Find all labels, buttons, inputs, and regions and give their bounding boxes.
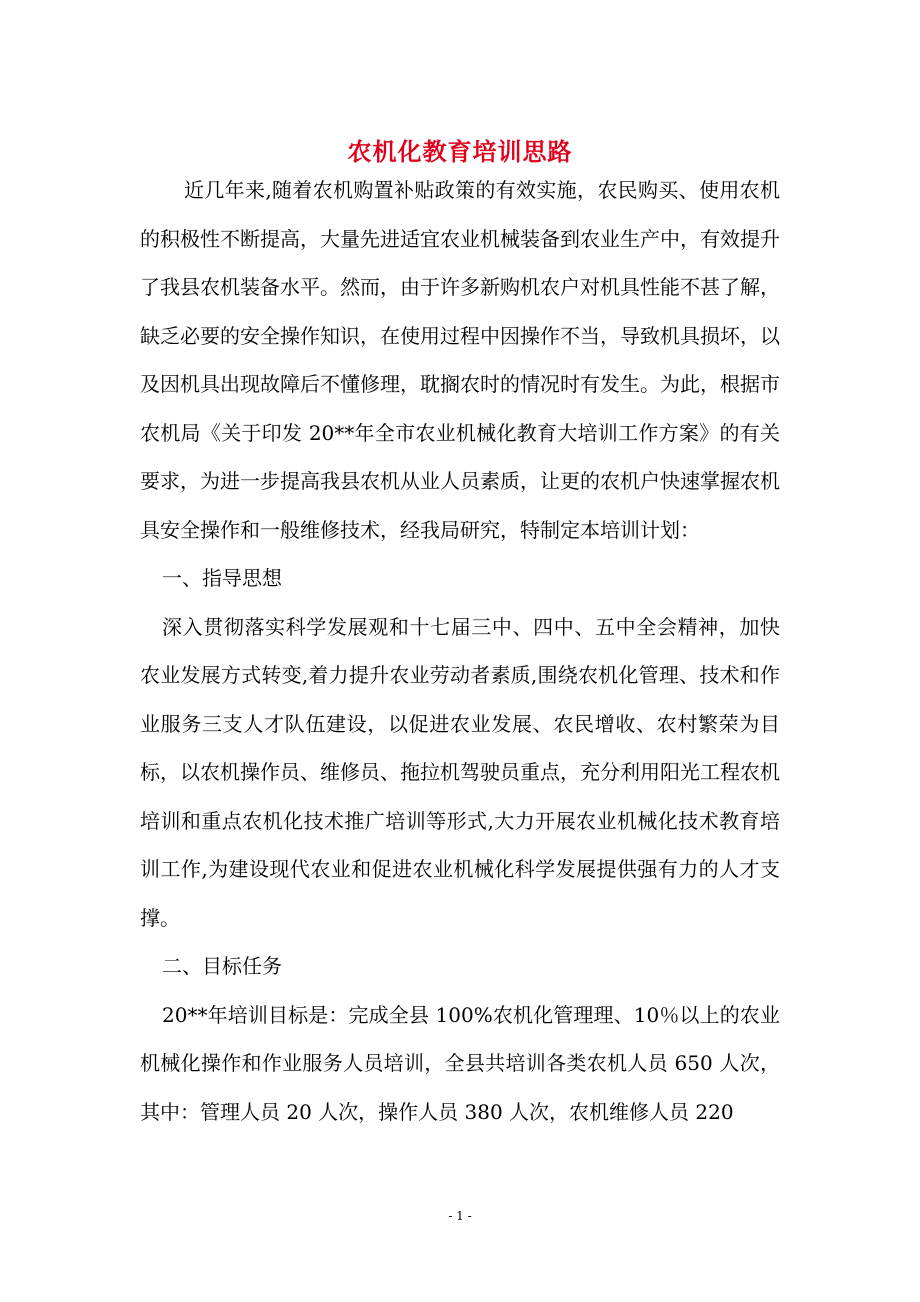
document-title: 农机化教育培训思路 xyxy=(347,137,573,167)
section-heading-guiding-ideology: 一、指导思想 xyxy=(162,566,282,590)
page-number: - 1 - xyxy=(448,1209,472,1223)
section-heading-objectives: 二、目标任务 xyxy=(162,954,282,978)
intro-paragraph: 近几年来,随着农机购置补贴政策的有效实施，农民购买、使用农机的积极性不断提高，大量先进适宜农业机械装备到农业生产中，有效提升了我县农机装备水平。然而，由于许多新购机农户对机具性能不甚了解，缺乏必要的安全操作知识，在使用过程中因操作不当，导致机具损坏，以及因机具出现故障后不懂修理，耽搁农时的情况时有发生。为此，根据市农机局《关于印发 20**年全市农业机械化教育大培训工作方案》的有关要求，为进一步提高我县农机从业人员素质，让更的农机户快速掌握农机具安全操作和一般维修技术，经我局研究，特制定本培训计划： xyxy=(140,178,780,542)
objectives-paragraph: 20**年培训目标是：完成全县 100%农机化管理理、10％以上的农业机械化操作和作业服务人员培训，全县共培训各类农机人员 650 人次，其中：管理人员 20 人次，操作人员 380 人次，农机维修人员 220 xyxy=(140,1002,780,1124)
guiding-ideology-paragraph: 深入贯彻落实科学发展观和十七届三中、四中、五中全会精神，加快农业发展方式转变,着力提升农业劳动者素质,围绕农机化管理、技术和作业服务三支人才队伍建设，以促进农业发展、农民增收、农村繁荣为目标，以农机操作员、维修员、拖拉机驾驶员重点，充分利用阳光工程农机培训和重点农机化技术推广培训等形式,大力开展农业机械化技术教育培训工作,为建设现代农业和促进农业机械化科学发展提供强有力的人才支撑。 xyxy=(140,614,780,930)
document-body xyxy=(140,166,780,1136)
